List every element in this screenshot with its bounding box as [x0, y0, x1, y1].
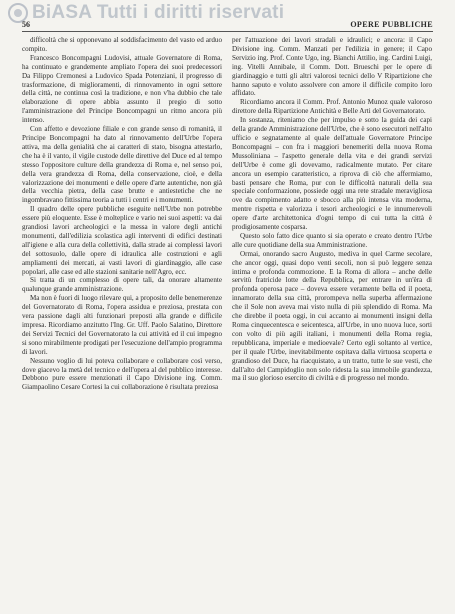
page-number: 56: [22, 20, 30, 29]
header-rule: [22, 31, 433, 32]
paragraph: per l'attuazione dei lavori stradali e idraulici; e ancora: il Capo Divisione ing. Comm. Manzati per l'edilizia in genere; il Capo Servizio ing. Prof. Conte Ugo, ing. Bianchi Attilio, ing. Cardini Luigi, ing. Vitelli Annibale, il Comm. Dott. Brueschi per le opere di giardinaggio e tutti gli altri valorosi tecnici dello V Ripartizione che hanno saputo e voluto assolvere con amore il difficile compito loro affidato.: [232, 36, 432, 98]
watermark-text: BiASA Tutti i diritti riservati: [32, 2, 285, 23]
paragraph: Il quadro delle opere pubbliche eseguite nell'Urbe non potrebbe essere più eloquente. Esse è molteplice e vario nei suoi aspetti: va dai grandiosi lavori archeologici e la messa in valore degli antichi monumenti, dall'edilizia scolastica agli interventi di edifici destinati all'igiene e alla cura della collettività, dalla strade ai complessi lavori del sottosuolo, dalle opere di idraulica alle costruzioni e agli ampliamenti dei mercati, ai vasti lavori di giardinaggio, alle case popolari, alle case ed alle stazioni sanitarie nell'Agro, ecc.: [22, 205, 222, 276]
running-head: OPERE PUBBLICHE: [350, 20, 433, 29]
right-column: [232, 36, 432, 606]
paragraph: Con affetto e devozione filiale e con grande senso di romanità, il Principe Boncompagni ha dato al rinnovamento dell'Urbe l'opera attiva, ma della genialità che ai caratteri di stato, bisogna attestarlo, che ha è il vanto, il vigile custode delle direttive del Duce ed al tempo stesso l'oppositore culture della grandezza di Roma e, nel senso poi, della vera grandezza di Roma, della conservazione, cioè, e della valorizzazione dei monumenti e delle opere d'arte autentiche, non già della vecchia pietra, della case brutte e antiestetiche che ne ingombravano fittissima teoria a tutti i centri e i monumenti.: [22, 125, 222, 205]
paragraph: Ormai, onorando sacro Augusto, mediva in quel Carme secolare, che ancor oggi, quasi dopo venti secoli, non si può leggere senza intima e profonda commozione. E la Roma di allora – anche delle servitù fratricide lotte della Repubblica, per entrare in un'èra di profonda operosa pace – doveva essere veramente bella ed il poeta, innamorato della sua città, prorompeva nella superba affermazione che il Sole non aveva mai visto nulla di più splendido di Roma. Ma che direbbe il poeta oggi, in cui accanto ai monumenti insigni della Roma cinquecentesca e seicentesca, all'Urbe, in uno nuova luce, sorti con volto di più agili italiani, i monumenti della Roma regia, repubblicana, imperiale e medioevale? Certo egli soltanto al vertice, per il quale l'Urbe, inevitabilmente ospitava dalla virtuosa scoperta e grandioso del Duce, ha riacquistato, a un tratto, tutte le sue vesti, che dall'alto del Campidoglio non solo ridesta la sua immobile grandezza, ma il suo glorioso esercito di civiltà e di progresso nel mondo.: [232, 249, 432, 383]
paragraph: Nessuno voglio di lui poteva collaborare e collaborare così verso, dove giacevo la metà del tecnico e dell'opera al del pubblico interesse. Debbono pure essere menzionati il Capo Divisione ing. Comm. Giampaolino Cesare Cortesi la cui collaborazione è risultata preziosa: [22, 356, 222, 392]
left-column: [22, 36, 222, 606]
paragraph: In sostanza, riteniamo che per impulso e sotto la guida dei capi della grande Amministrazione dell'Urbe, che è sono esecutori nell'alto ufficio e segnatamente al quale dell'attuale Governatore Principe Boncompagni – con fra i maggiori benemeriti della nuova Roma Mussoliniana – l'aspetto generale della vita e dei grandi servizi dell'Urbe è come gli dovevamo, radicalmente mutato. Per citare ancora un esempio caratteristico, a riprova di ciò che affermiamo, basti pensare che Roma, pur con le difficoltà naturali della sua speciale conformazione, possiede oggi una rete stradale meravigliosa ove da compimento adatto e sbocco alla più intensa vita moderna, mentre rispetta e valorizza i tesori archeologici e le innumerevoli opere d'arte architettonica d'ogni tempo di cui tutta la città è prodigiosamente cosparsa.: [232, 116, 432, 232]
paragraph: difficoltà che si opponevano al soddisfacimento del vasto ed arduo compito.: [22, 36, 222, 53]
paragraph: Questo solo fatto dice quanto si sia operato e creato dentro l'Urbe alle cure quotidiane della sua Amministrazione.: [232, 231, 432, 249]
paragraph: Ma non è fuori di luogo rilevare qui, a proposito delle benemerenze del Governatorato di Roma, l'opera assidua e preziosa, prestata con vera passione dagli alti funzionari preposti alla grande e difficile impresa. Ricordiamo anzitutto l'Ing. Gr. Uff. Paolo Salatino, Direttore dei Servizi Tecnici del Governatorato la cui attività ed il cui impegno si sono mirabilmente prodigati per l'esecuzione dell'ampio programma di lavori.: [22, 294, 222, 356]
paragraph: Francesco Boncompagni Ludovisi, attuale Governatore di Roma, ha continuato e grandemente ampliato l'opera dei suoi predecessori Da Filippo Cremonesi a Ludovico Spada Potenziani, il progresso di trasformazione, di miglioramenti, di rinnovamento in ogni settore della città, ne continua così la tradizione, e non v'ha dubbio che tale elaborazione di opere abbia assunto il pregio di sotto l'amministrazione del Principe Boncompagni un ritmo ancora più intenso.: [22, 53, 222, 125]
paragraph: Ricordiamo ancora il Comm. Prof. Antonio Munoz quale valoroso direttore della Ripartizione Antichità e Belle Arti del Governatorato.: [232, 98, 432, 116]
paragraph: Si tratta di un complesso di opere tali, da onorare altamente qualunque grande amministrazione.: [22, 276, 222, 294]
watermark: [8, 2, 284, 24]
